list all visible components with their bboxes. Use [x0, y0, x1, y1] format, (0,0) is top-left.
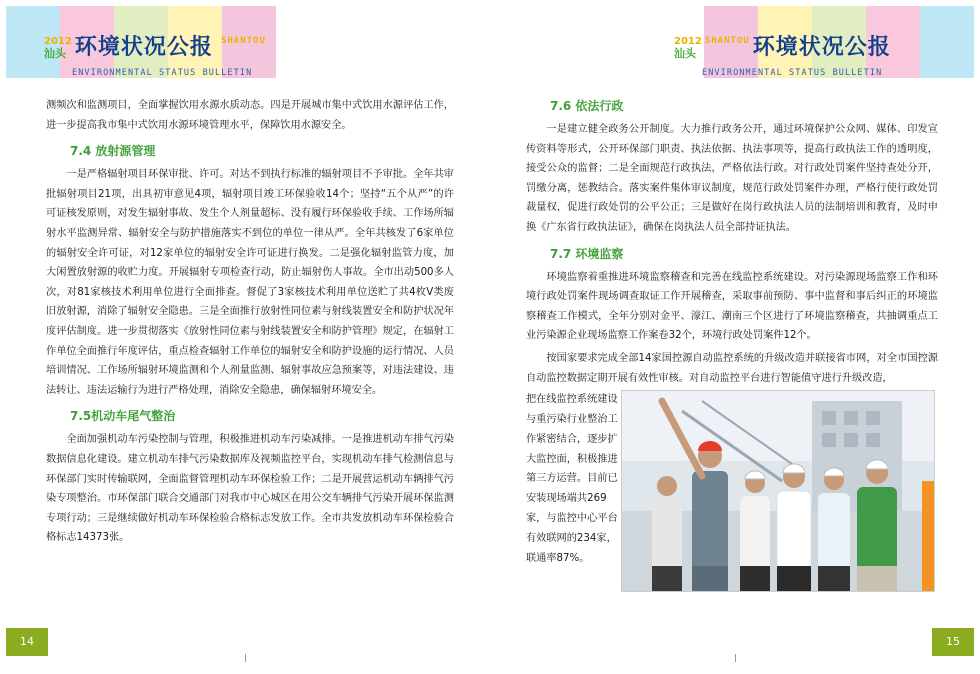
header-title-block — [674, 36, 891, 60]
header-subtitle: ENVIRONMENTAL STATUS BULLETIN — [702, 68, 883, 78]
text-photo-wrap — [526, 390, 938, 590]
page-number: 15 — [932, 628, 974, 656]
paragraph: 全面加强机动车污染控制与管理，积极推进机动车污染减排。一是推进机动车排气污染数据信息化建设。建立机动车排气污染数据库及视频监控平台，实现机动车排气检测信息与环保部门实时传输联网，全面监督管理机动车环保检验工作；二是开展营运机动车辆排气污染专项整治。市环保部门联合交通部门对我市中心城区在用公交车辆排气污染开展环保监测专项行动；三是继续做好机动车环保检验合格标志发放工作。全市共发放机动车环保检验合格标志14373张。 — [46, 434, 454, 544]
right-page — [490, 0, 980, 674]
paragraph: 环境监察着重推进环境监察稽查和完善在线监控系统建设。对污染源现场监察工作和环境行政处罚案件现场调查取证工作开展稽查，采取事前预防、事中监督和事后纠正的环境监察稽查工作模式，全年分别对金平、濠江、潮南三个区进行了环境监察稽查，共抽调重点工业污染源企业现场监察工作案卷32个，环境行政处罚案件12个。 — [526, 271, 938, 342]
photo-illustration — [622, 391, 934, 591]
header-stripe — [920, 6, 974, 78]
crop-mark — [245, 654, 246, 662]
paragraph: 把在线监控系统建设与重污染行业整治工作紧密结合，逐步扩大监控面，积极推进第三方运营。目前已安装现场端共269家，与监控中心平台有效联网的234家，联通率87%。 — [526, 394, 618, 564]
crop-mark — [735, 654, 736, 662]
section-heading-7-6: 7.6 依法行政 — [550, 99, 624, 113]
paragraph: 一是建立健全政务公开制度。大力推行政务公开，通过环境保护公众网、媒体、印发宣传资料等形式，公开环保部门职责、执法依据、执法事项等，提高行政执法工作的透明度，接受公众的监督；二是全面规范行政执法，严格依法行政。对行政处罚案件坚持查处分开，罚缴分离，惩教结合。落实案件集体审议制度，规范行政处罚案件办理，严格行使行政处罚裁量权，促进行政处罚的公平公正；三是做好在岗行政执法人员的法制培训和教育，及时申换《广东省行政执法证》，确保在岗执法人员全部持证执法。 — [526, 124, 938, 233]
section-heading-7-4: 7.4 放射源管理 — [70, 144, 156, 159]
page-number: 14 — [6, 628, 48, 656]
paragraph: 按国家要求完成全部14家国控源自动监控系统的升级改造并联接省市网，对全市国控源自动监控数据定期开展有效性审核。对自动监控平台进行智能值守进行升级改造， — [526, 352, 938, 384]
paragraph: 测频次和监测项目，全面掌握饮用水源水质动态。四是开展城市集中式饮用水源评估工作，进一步提高我市集中式饮用水源环境管理水平，保障饮用水源安全。 — [46, 100, 454, 131]
left-header — [6, 6, 306, 78]
right-header — [674, 6, 974, 78]
header-city: 汕头 — [44, 47, 66, 60]
header-year: 2012 汕头 — [44, 36, 72, 60]
left-body — [46, 96, 454, 548]
right-body — [526, 96, 938, 590]
header-city-en: SHANTOU — [704, 36, 750, 46]
header-city-en: SHANTOU — [220, 36, 266, 46]
header-title-block — [44, 36, 266, 60]
paragraph: 一是严格辐射项目环保审批、许可。对达不到执行标准的辐射项目不予审批。全年共审批辐射项目21项，出具初审意见4项，辐射项目竣工环保验收14个；坚持“五个从严”的许可证核发原则，对发生辐射事故、发生个人剂量超标、没有履行环保验收手续、工作场所辐射水平监测异常、辐射安全与防护措施落实不到位的单位一律从严。全年共核发了6家单位的辐射安全许可证，对12家单位的辐射安全许可证进行换发。二是强化辐射监管力度，加大闲置放射源的收贮力度。开展辐射专项检查行动，防止辐射伤人事故。全市出动500多人次，对81家核技术利用单位进行全面排查。督促了3家核技术利用单位送贮了共4枚Ⅴ类废旧放射源，消除了辐射安全隐患。三是全面推行放射性同位素与射线装置安全和防护状况年度评估制度。进一步贯彻落实《放射性同位素与射线装置安全和防护管理》规定，在辐射工作单位全面推行年度评估，重点检查辐射工作单位的辐射安全和防护设施的运行情况、人员培训情况、工作场所辐射环境监测和个人剂量监测、辐射事故应急预案等，对违法建设、违法转让、违法运输行为进行严格处理，消除安全隐患，确保辐射环境安全。 — [46, 169, 454, 396]
header-subtitle: ENVIRONMENTAL STATUS BULLETIN — [72, 68, 253, 78]
header-title: 环境状况公报 — [752, 35, 891, 60]
header-year: 2012 汕头 — [674, 36, 702, 60]
section-heading-7-7: 7.7 环境监察 — [550, 246, 624, 261]
section-heading-7-5: 7.5机动车尾气整治 — [70, 409, 176, 424]
header-title: 环境状况公报 — [74, 35, 213, 60]
inspection-photo — [621, 390, 935, 592]
header-city: 汕头 — [674, 47, 696, 60]
